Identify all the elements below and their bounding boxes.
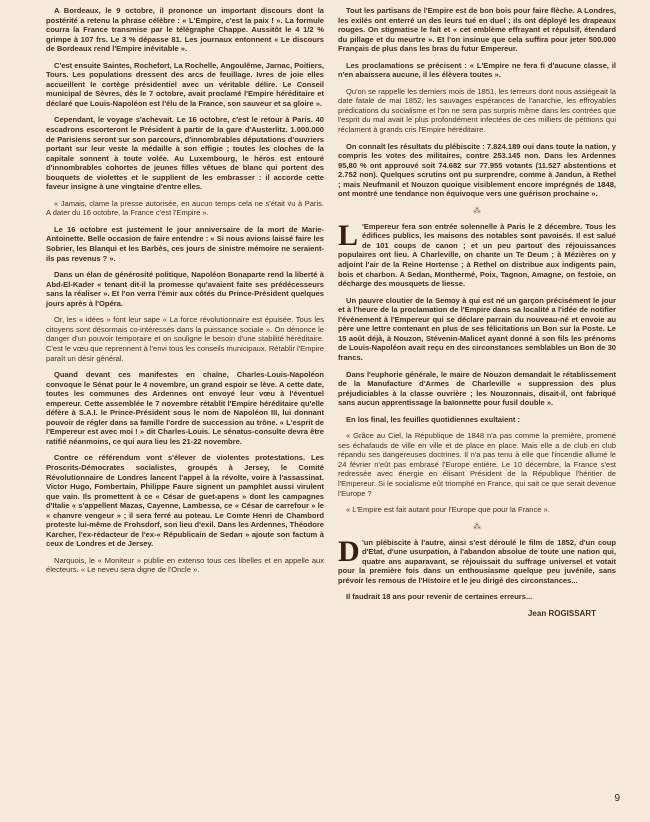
author-signature: Jean ROGISSART: [527, 608, 596, 618]
right-column: [338, 6, 616, 618]
paragraph: Dans un élan de générosité politique, Napoléon Bonaparte rend la liberté à Abd-El-Kader « tenant dit-il la promesse qu'avaient faite ses prédécesseurs sans la réaliser ». Et l'on verra l'émir aux côtés du Prince-Président quelques jours après à l'Opéra.: [46, 270, 324, 308]
paragraph: Quand devant ces manifestes en chaîne, Charles-Louis-Napoléon convoque le Sénat pour le 4 novembre, un grand espoir se lève. A cette date, toutes les communes des Ardennes ont envoyé leur vœu à l'éventuel empereur. Cette assemblée le 7 novembre rétablit l'Empire héréditaire qu'elle défère à S.A.I. le Prince-Président sous le nom de Napoléon III, lui donnant pouvoir de régler dans sa famille l'ordre de succession au trône. « L'esprit de l'Empereur est avec moi ! » dit Charles-Louis. Le sénatus-consulte devra être ratifié néanmoins, ce qui aura lieu les 21-22 novembre.: [46, 370, 324, 446]
paragraph: Le 16 octobre est justement le jour anniversaire de la mort de Marie-Antoinette. Belle occasion de faire entendre : « Si nous avions laissé faire les Sobrier, les Blanqui et les Barbès, ces jours de sinistre mémoire ne seraient-ils pas revenus ? ».: [46, 224, 324, 263]
paragraph: « Grâce au Ciel, la République de 1848 n'a pas comme la première, promené ses échafauds de ville en ville et de place en place. Mais elle a de club en club répandu ses dangereuses doctrines. Il n'a pas tenu à elle que l'incendie allumé le 24 février n'eût pas embrasé l'Europe entière. Le 10 décembre, la France s'est redressée avec énergie en élisant Président de la République l'héritier de l'Empereur. Si le socialisme eût triomphé en France, qui sait ce que serait devenue l'Europe ?: [338, 431, 616, 498]
paragraph: Cependant, le voyage s'achevait. Le 16 octobre, c'est le retour à Paris. 40 escadrons escorteront le Président à partir de la gare d'Austerlitz. 1.000.000 de Parisiens seront sur son parcours, d'innombrables députations d'ouvriers portant sur leur veste la médaille à son effigie ; toutes les cloches de la capitale sonnent à toute volée. Au Luxembourg, le héros est entouré d'innombrables cohortes de jeunes filles vêtues de blanc qui portent des bouquets de violettes et le supplient de les embrasser : il accorde cette faveur insigne à une vingtaine d'entre elles.: [46, 115, 324, 192]
paragraph: Il faudrait 18 ans pour revenir de certaines erreurs...: [346, 592, 533, 602]
page-number: 9: [614, 793, 620, 804]
paragraph-text: 'Empereur fera son entrée solennelle à Paris le 2 décembre. Tous les édifices publics, les maisons des notables sont pavoisés. Il est salué de 101 coups de canon ; et un peu partout des réjouissances populaires ont lieu. A Charleville, on chante un Te Deum ; à Mézières on y adjoint l'air de la Reine Hortense ; à Rethel on distribue aux indigents pain, bois et charbon. A Sedan, Monthermé, Poix, Tagnon, Amagne, on festoie, on décharge des mousquets de liesse.: [338, 221, 616, 289]
paragraph: Narquois, le « Moniteur » publie en extenso tous ces libelles et en appelle aux électeurs. « Le neveu sera digne de l'Oncle ».: [46, 555, 324, 575]
paragraph: [338, 218, 616, 289]
drop-cap: L: [338, 218, 359, 252]
paragraph: C'est ensuite Saintes, Rochefort, La Rochelle, Angoulême, Jarnac, Poitiers, Tours. Les populations dressent des arcs de feuillage. Ivres de joie elles accueillent le cortège présidentiel avec un véritable délire. Le Conseil municipal de Sèvres, dès le 7 octobre, avait proclamé l'Empire héréditaire et déclaré que Louis-Napoléon est l'élu de la France, son sauveur et sa gloire ».: [46, 60, 324, 108]
drop-cap: D: [338, 534, 360, 568]
paragraph: Dans l'euphorie générale, le maire de Nouzon demandait le rétablissement de la Manufacture d'Armes de Charleville « suppression des plus préjudiciables à la classe ouvrière ; les Nouzonnais, disait-il, ont fabriqué sans aucun apprentissage la baïonnette pour fusil double ».: [338, 369, 616, 408]
left-column: [46, 6, 324, 618]
paragraph: « L'Empire est fait autant pour l'Europe que pour la France ».: [346, 505, 550, 515]
section-ornament: ⁂: [473, 521, 481, 531]
paragraph: En los final, les feuilles quotidiennes exultaient :: [346, 414, 521, 424]
paragraph: [338, 534, 616, 586]
paragraph: « Jamais, clame la presse autorisée, en aucun temps cela ne s'était vu à Paris. A dater du 16 octobre, la France c'est l'Empire ».: [46, 198, 324, 218]
paragraph: Tout les partisans de l'Empire est de bon bois pour faire flèche. A Londres, les exilés ont enterré un des leurs tué en duel ; ils ont déployé les drapeaux rouges. On stigmatise le fait et « cet emblème effrayant et répulsif, étendard du pillage et du meurtre ». Et l'on insinue que cela suffira pour jeter 500.000 Français de plus dans les bras du futur Empereur.: [338, 6, 616, 54]
paragraph: On connaît les résultats du plébiscite : 7.824.189 oui dans toute la nation, y compris les votes des militaires, contre 253.145 non. Dans les Ardennes 95,80 % ont approuvé soit 74.682 sur 77.955 votants (11.527 abstentions et 2.752 non). Quelques scrutins ont pu surprendre, comme à Jandun, à Rethel ; mais Neufmanil et Nouzon quoique visiblement encore imprégnés de 1848, ont montré une tendance non équivoque vers une guérison prochaine ».: [338, 141, 616, 199]
paragraph: Un pauvre cloutier de la Semoy à qui est né un garçon précisément le jour et à l'heure de la proclamation de l'Empire dans sa localité a l'idée de notifier l'événement à l'Empereur qui se déclare parrain du nouveau-né et envoie au père une lettre contenant en plus de ses félicitations un Bon sur la Poste. Le 15 août déjà, à Nouzon, Stévenin-Malicet ayant donné à son fils les prénoms de Louis-Napoléon avait reçu en des circonstances semblables un Bon de 30 francs.: [338, 295, 616, 362]
paragraph-text: 'un plébiscite à l'autre, ainsi s'est déroulé le film de 1852, d'un coup d'Etat, d'une usurpation, à l'abandon absolue de toute une nation qui, quatre ans auparavant, se réjouissait du suffrage universel et votait pour la première fois dans un enthousiasme quelque peu juvénile, sans prévoir les remous de l'Histoire et le jeu dirigé des circonstances...: [338, 537, 616, 585]
two-column-body: [46, 6, 616, 618]
section-ornament: ⁂: [473, 205, 481, 215]
paragraph: Contre ce référendum vont s'élever de violentes protestations. Les Proscrits-Démocrates socialistes, groupés à Jersey, le Comité Révolutionnaire de Londres lancent l'appel à la révolte, voire à l'assassinat. Victor Hugo, Fombertain, Philippe Faure signent un pamphlet aussi virulent que vain. Ils promettent à ce « César de guet-apens » dont les campagnes d'Italie « s'appellent Mazas, Cayenne, Lambessa, ce « César de carrefour » le « chanvre vengeur » ; il sera ferré au poteau. Le Comte Henri de Chambord proteste lui-même de Frohsdorf, son lieu d'exil. Dans les Ardennes, Théodore Karcher, l'ex-rédacteur de l'ex-« Républicain de Sedan » ajoute son factum à ceux de Londres et de Jersey.: [46, 453, 324, 549]
paragraph: Qu'on se rappelle les derniers mois de 1851, les terreurs dont nous assiégeait la date fatale de mai 1852, les sauvages espérances de l'anarchie, les effroyables prédications du socialisme et l'on ne sera pas surpris même dans les contrées que l'esprit du mal avait le plus profondément infectées de ces milliers de pétitions qui réclament à grands cris l'Empire héréditaire.: [338, 86, 616, 135]
paragraph: Or, les « idées » font leur sape « La force révolutionnaire est épuisée. Tous les citoyens sont désormais co-intéressés dans la puissance sociale ». On dénonce le danger d'un pouvoir temporaire et on souligne le besoin d'une stabilité héréditaire. C'est le vœu que reprennent à l'envi tous les conseils municipaux. Rétablir l'Empire paraît un désir général.: [46, 315, 324, 363]
paragraph: Les proclamations se précisent : « L'Empire ne fera fi d'aucune classe, il n'en abaissera aucune, il les élèvera toutes ».: [338, 60, 616, 80]
paragraph: A Bordeaux, le 9 octobre, il prononce un important discours dont la postérité a retenu la phrase célèbre : « L'Empire, c'est la paix ! ». La formule courra la France transmise par le télégraphe Chappe. Aussitôt le 4 1/2 % grimpe à 107 frs. Le 3 % dépasse 81. Les journaux entonnent « Le discours de Bordeaux rend l'Empire inévitable ».: [46, 6, 324, 54]
